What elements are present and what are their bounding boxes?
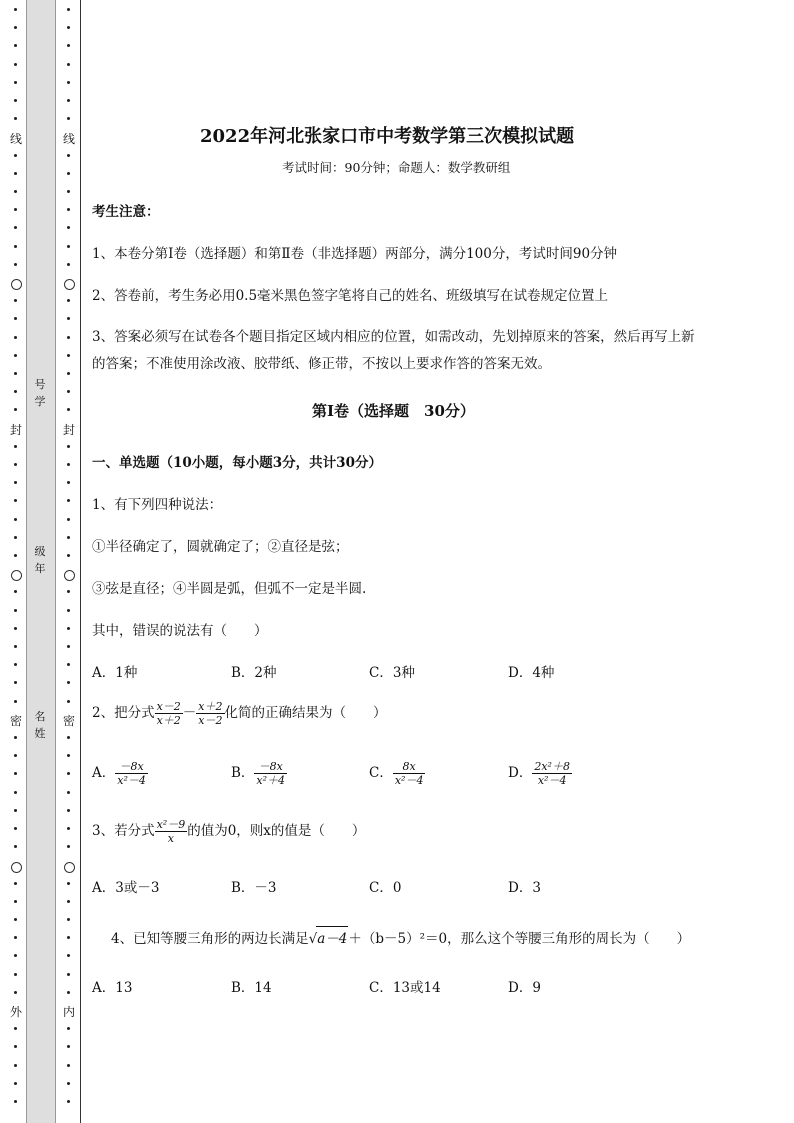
- binding-dot: [14, 245, 17, 248]
- binding-dot: [67, 845, 70, 848]
- binding-dot: [14, 845, 17, 848]
- binding-dot: [67, 481, 70, 484]
- binding-dot: [14, 8, 17, 11]
- binding-dot: [67, 991, 70, 994]
- binding-dot: [14, 299, 17, 302]
- field-class: 级 年: [34, 545, 46, 575]
- binding-text-mark: 内: [62, 1005, 75, 1019]
- question-4-option-d: D．9: [508, 980, 541, 996]
- binding-dot: [67, 117, 70, 120]
- notice-item: 3、答案必须写在试卷各个题目指定区域内相应的位置，如需改动，先划掉原来的答案，然后再写上新: [92, 329, 695, 345]
- question-1-option-c: C．3种: [369, 665, 415, 681]
- field-student-number: 号 学: [34, 378, 46, 408]
- option-label: D．: [508, 765, 533, 781]
- question-4-suffix: ＋（b－5）²＝0，那么这个等腰三角形的周长为（ ）: [348, 931, 691, 947]
- fraction-denominator: x＋2: [156, 714, 181, 727]
- binding-dot: [14, 954, 17, 957]
- binding-dot: [14, 918, 17, 921]
- binding-text-mark: 密: [9, 714, 22, 728]
- binding-dot: [14, 117, 17, 120]
- binding-circle-mark: [64, 570, 75, 581]
- binding-dot: [67, 81, 70, 84]
- fraction-denominator: x²－4: [537, 774, 567, 787]
- binding-dot: [14, 663, 17, 666]
- binding-dot: [14, 791, 17, 794]
- binding-dot: [67, 791, 70, 794]
- binding-dot: [67, 754, 70, 757]
- binding-circle-mark: [64, 862, 75, 873]
- binding-dot: [14, 827, 17, 830]
- binding-circle-mark: [11, 862, 22, 873]
- binding-dot: [14, 408, 17, 411]
- binding-circle-mark: [11, 570, 22, 581]
- page-title: 2022年河北张家口市中考数学第三次模拟试题: [200, 126, 575, 147]
- binding-dot: [67, 226, 70, 229]
- fraction: [254, 760, 287, 787]
- binding-dot: [67, 154, 70, 157]
- question-1-statement: ①半径确定了，圆就确定了；②直径是弦；: [92, 539, 349, 555]
- binding-dot: [14, 936, 17, 939]
- fraction-denominator: x²＋4: [256, 774, 286, 787]
- binding-circle-mark: [11, 279, 22, 290]
- question-1-option-d: D．4种: [508, 665, 555, 681]
- binding-dot: [14, 63, 17, 66]
- fraction-numerator: x－2: [156, 700, 181, 713]
- binding-dot: [67, 299, 70, 302]
- outer-dotted-column: [9, 0, 23, 1123]
- binding-dot: [14, 263, 17, 266]
- binding-dot: [14, 1100, 17, 1103]
- notice-item: 1、本卷分第I卷（选择题）和第Ⅱ卷（非选择题）两部分，满分100分，考试时间90分钟: [92, 246, 618, 262]
- binding-dot: [67, 245, 70, 248]
- fraction: [155, 818, 188, 845]
- fraction-numerator: x＋2: [198, 700, 223, 713]
- binding-dot: [14, 190, 17, 193]
- binding-dot: [14, 1027, 17, 1030]
- binding-dot: [67, 973, 70, 976]
- binding-dot: [14, 1045, 17, 1048]
- question-4-option-c: C．13或14: [369, 980, 441, 996]
- binding-dot: [14, 481, 17, 484]
- inner-dotted-column: [62, 0, 76, 1123]
- fraction: [393, 760, 426, 787]
- fraction-denominator: x²－4: [117, 774, 146, 787]
- binding-dot: [67, 518, 70, 521]
- question-4-option-a: A．13: [92, 980, 133, 996]
- binding-dot: [14, 336, 17, 339]
- binding-dot: [14, 172, 17, 175]
- binding-dot: [67, 645, 70, 648]
- binding-dot: [14, 627, 17, 630]
- binding-dot: [67, 372, 70, 375]
- binding-dot: [67, 1045, 70, 1048]
- binding-dot: [14, 590, 17, 593]
- binding-dot: [67, 336, 70, 339]
- fraction: [155, 700, 183, 727]
- binding-dot: [67, 26, 70, 29]
- part-title: 第I卷（选择题 30分）: [312, 402, 475, 420]
- binding-dot: [67, 1064, 70, 1067]
- question-3-suffix: 的值为0，则x的值是（ ）: [187, 823, 366, 839]
- notice-item: 2、答卷前，考生务必用0.5毫米黑色签字笔将自己的姓名、班级填写在试卷规定位置上: [92, 288, 609, 304]
- binding-dot: [14, 991, 17, 994]
- binding-text-mark: 封: [62, 423, 75, 437]
- notice-item: 的答案；不准使用涂改液、胶带纸、修正带，不按以上要求作答的答案无效。: [92, 356, 551, 372]
- binding-dot: [14, 317, 17, 320]
- binding-dot: [67, 190, 70, 193]
- binding-dot: [14, 681, 17, 684]
- binding-circle-mark: [64, 279, 75, 290]
- question-3-option-a: A．3或－3: [92, 880, 160, 896]
- sqrt-radicand: a－4: [316, 926, 348, 947]
- question-3-prefix: 3、若分式: [92, 823, 155, 839]
- option-label: A．: [92, 765, 116, 781]
- binding-text-mark: 外: [9, 1005, 22, 1019]
- binding-dot: [14, 354, 17, 357]
- binding-dot: [67, 900, 70, 903]
- fraction: [532, 760, 572, 787]
- binding-dot: [67, 317, 70, 320]
- binding-dot: [14, 609, 17, 612]
- binding-line: [80, 0, 81, 1123]
- fraction-denominator: x: [167, 832, 175, 845]
- binding-dot: [67, 99, 70, 102]
- binding-dot: [14, 882, 17, 885]
- binding-dot: [67, 954, 70, 957]
- binding-dot: [67, 1027, 70, 1030]
- binding-dot: [14, 499, 17, 502]
- binding-dot: [14, 44, 17, 47]
- binding-dot: [14, 554, 17, 557]
- question-2-option-a: [92, 760, 148, 787]
- binding-dot: [14, 26, 17, 29]
- binding-dot: [14, 81, 17, 84]
- binding-dot: [14, 700, 17, 703]
- binding-dot: [14, 1082, 17, 1085]
- binding-dot: [14, 973, 17, 976]
- minus-sign: －: [182, 705, 197, 721]
- option-label: B．: [231, 765, 255, 781]
- fraction-numerator: 2x²＋8: [534, 760, 570, 773]
- question-1-option-b: B．2种: [231, 665, 277, 681]
- fraction-numerator: －8x: [115, 760, 148, 774]
- field-name: 名 姓: [34, 710, 46, 740]
- binding-dot: [67, 809, 70, 812]
- binding-dot: [67, 736, 70, 739]
- binding-dot: [67, 172, 70, 175]
- binding-dot: [67, 882, 70, 885]
- binding-dot: [67, 408, 70, 411]
- binding-dot: [14, 772, 17, 775]
- binding-dot: [67, 263, 70, 266]
- question-1-stem: 1、有下列四种说法：: [92, 497, 223, 513]
- section-heading: 一、单选题（10小题，每小题3分，共计30分）: [92, 455, 382, 471]
- binding-dot: [67, 936, 70, 939]
- question-4-prefix: 4、已知等腰三角形的两边长满足: [111, 931, 309, 947]
- binding-text-mark: 线: [9, 132, 22, 146]
- binding-dot: [67, 499, 70, 502]
- binding-text-mark: 密: [62, 714, 75, 728]
- binding-dot: [14, 226, 17, 229]
- sqrt-sign: √: [308, 931, 318, 947]
- binding-dot: [67, 8, 70, 11]
- option-label: C．: [369, 765, 393, 781]
- binding-dot: [14, 645, 17, 648]
- question-3-option-b: B．－3: [231, 880, 277, 896]
- binding-dot: [67, 1100, 70, 1103]
- binding-dot: [67, 590, 70, 593]
- page-subtitle: 考试时间：90分钟；命题人：数学教研组: [282, 160, 511, 175]
- binding-dot: [14, 208, 17, 211]
- question-4-option-b: B．14: [231, 980, 272, 996]
- question-2-option-d: [508, 760, 572, 787]
- question-2-stem: [92, 700, 387, 727]
- binding-dot: [67, 44, 70, 47]
- binding-dot: [67, 445, 70, 448]
- question-1-statement: ③弦是直径；④半圆是弧，但弧不一定是半圆.: [92, 581, 367, 597]
- binding-dot: [14, 390, 17, 393]
- binding-dot: [14, 754, 17, 757]
- binding-dot: [67, 681, 70, 684]
- binding-dot: [67, 390, 70, 393]
- question-3-option-d: D．3: [508, 880, 541, 896]
- question-4-stem: [111, 926, 690, 947]
- fraction-numerator: －8x: [254, 760, 287, 774]
- binding-dot: [14, 1064, 17, 1067]
- binding-dot: [67, 1082, 70, 1085]
- binding-dot: [67, 663, 70, 666]
- binding-dot: [67, 700, 70, 703]
- binding-dot: [67, 354, 70, 357]
- binding-dot: [67, 554, 70, 557]
- question-2-prefix: 2、把分式: [92, 705, 155, 721]
- binding-dot: [67, 827, 70, 830]
- binding-dot: [14, 809, 17, 812]
- binding-dot: [67, 63, 70, 66]
- fraction-numerator: x²－9: [156, 818, 186, 831]
- binding-dot: [14, 372, 17, 375]
- fraction-denominator: x²－4: [394, 774, 424, 787]
- fraction-numerator: 8x: [393, 760, 426, 774]
- binding-text-mark: 封: [9, 423, 22, 437]
- fraction: [196, 700, 224, 727]
- binding-dot: [14, 518, 17, 521]
- question-2-suffix: 化简的正确结果为（ ）: [224, 705, 387, 721]
- question-1-option-a: A．1种: [92, 665, 138, 681]
- binding-dot: [67, 627, 70, 630]
- binding-dot: [14, 900, 17, 903]
- question-2-option-b: [231, 760, 287, 787]
- binding-dot: [67, 772, 70, 775]
- fraction: [115, 760, 148, 787]
- binding-dot: [14, 736, 17, 739]
- binding-dot: [67, 208, 70, 211]
- binding-dot: [14, 445, 17, 448]
- question-3-stem: [92, 818, 365, 845]
- question-1-ask: 其中，错误的说法有（ ）: [92, 623, 268, 639]
- binding-dot: [14, 154, 17, 157]
- binding-dot: [67, 918, 70, 921]
- binding-dot: [14, 536, 17, 539]
- binding-dot: [14, 99, 17, 102]
- binding-dot: [67, 609, 70, 612]
- question-3-option-c: C．0: [369, 880, 402, 896]
- binding-dot: [67, 463, 70, 466]
- notice-heading: 考生注意：: [92, 204, 160, 220]
- binding-text-mark: 线: [62, 132, 75, 146]
- fraction-denominator: x－2: [198, 714, 223, 727]
- binding-dot: [14, 463, 17, 466]
- binding-dot: [67, 536, 70, 539]
- question-2-option-c: [369, 760, 425, 787]
